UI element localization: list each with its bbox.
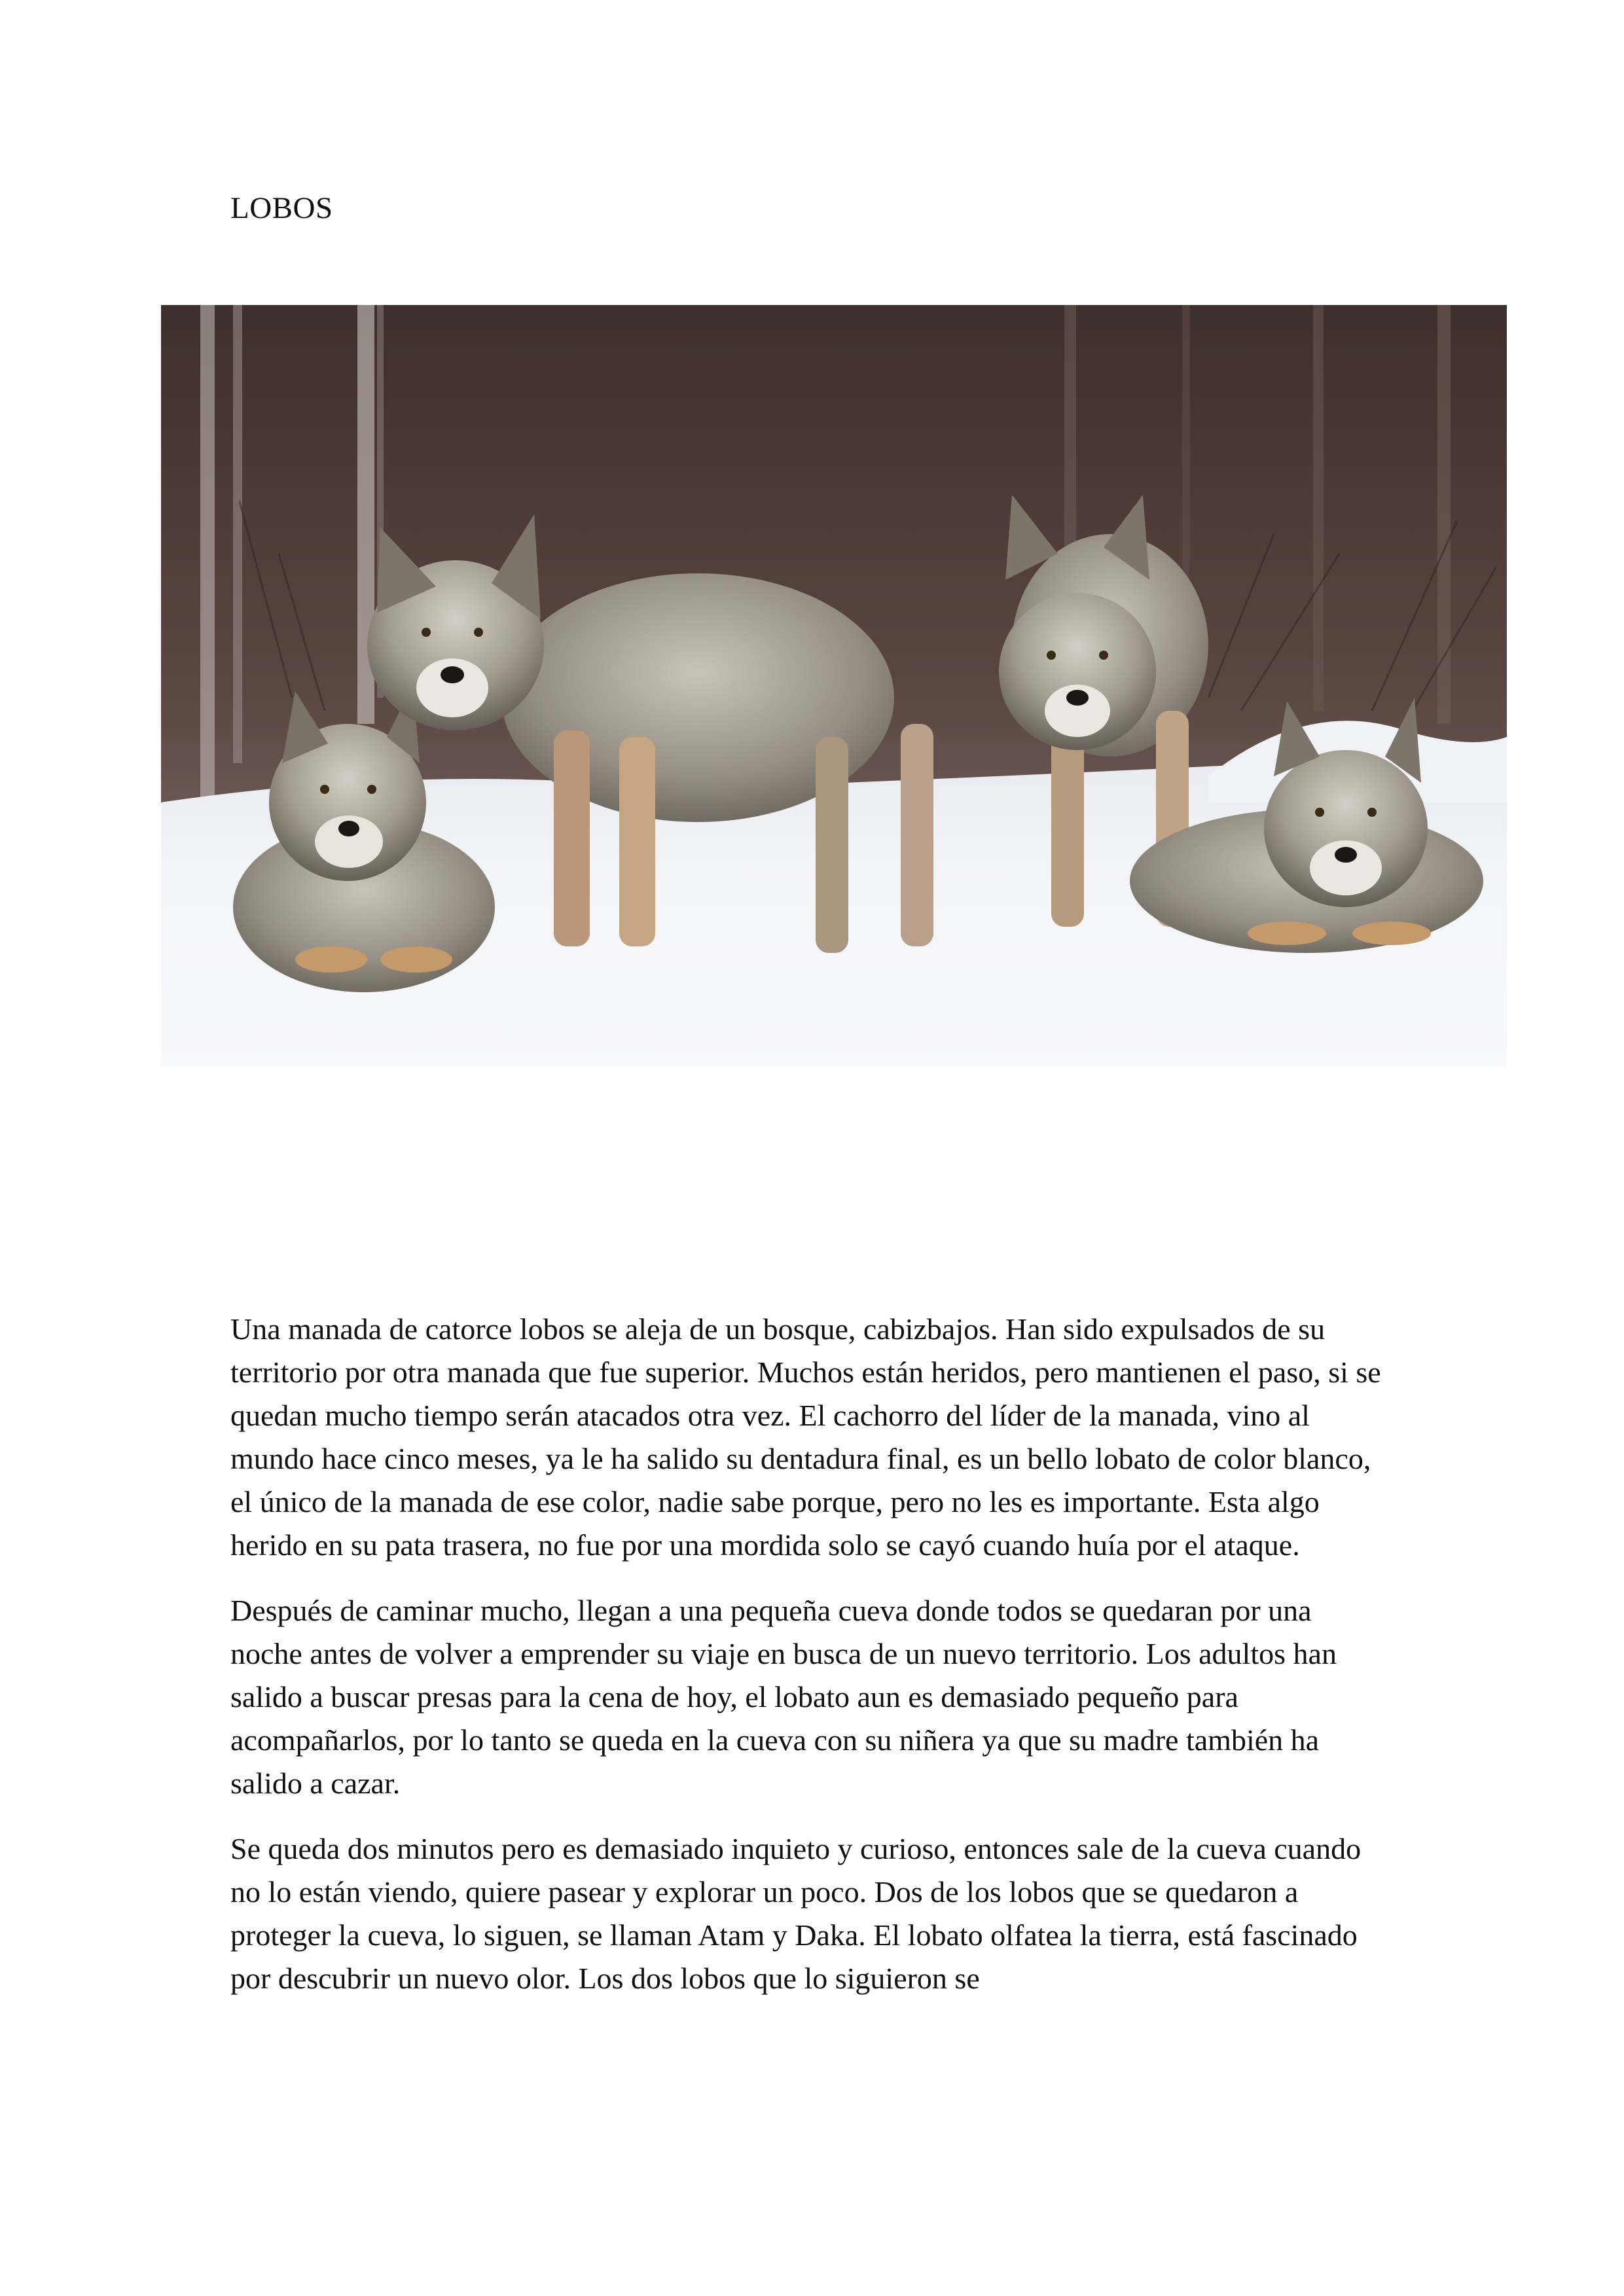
paragraph-1: Una manada de catorce lobos se aleja de un bosque, cabizbajos. Han sido expulsados de su territorio por otra manada que fue superior. Muchos están heridos, pero mantienen el paso, si se quedan mucho tiempo serán atacados otra vez. El cachorro del líder de la manada, vino al mundo hace cinco meses, ya le ha salido su dentadura final, es un bello lobato de color blanco, el único de la manada de ese color, nadie sabe porque, pero no les es importante. Esta algo herido en su pata trasera, no fue por una mordida solo se cayó cuando huía por el ataque. (230, 1312, 1381, 1562)
page-title: LOBOS (230, 191, 333, 225)
wolf-pack-photo (161, 305, 1507, 1066)
paragraph-3: Se queda dos minutos pero es demasiado inquieto y curioso, entonces sale de la cueva cuando no lo están viendo, quiere pasear y explorar un poco. Dos de los lobos que se quedaron a proteger la cueva, lo siguen, se llaman Atam y Daka. El lobato olfatea la tierra, está fascinado por descubrir un nuevo olor. Los dos lobos que lo siguieron se (230, 1832, 1362, 1995)
paragraph-2: Después de caminar mucho, llegan a una pequeña cueva donde todos se quedaran por una noche antes de volver a emprender su viaje en busca de un nuevo territorio. Los adultos han salido a buscar presas para la cena de hoy, el lobato aun es demasiado pequeño para acompañarlos, por lo tanto se queda en la cueva con su niñera ya que su madre también ha salido a cazar. (230, 1594, 1337, 1800)
body-text (230, 1308, 1382, 2022)
